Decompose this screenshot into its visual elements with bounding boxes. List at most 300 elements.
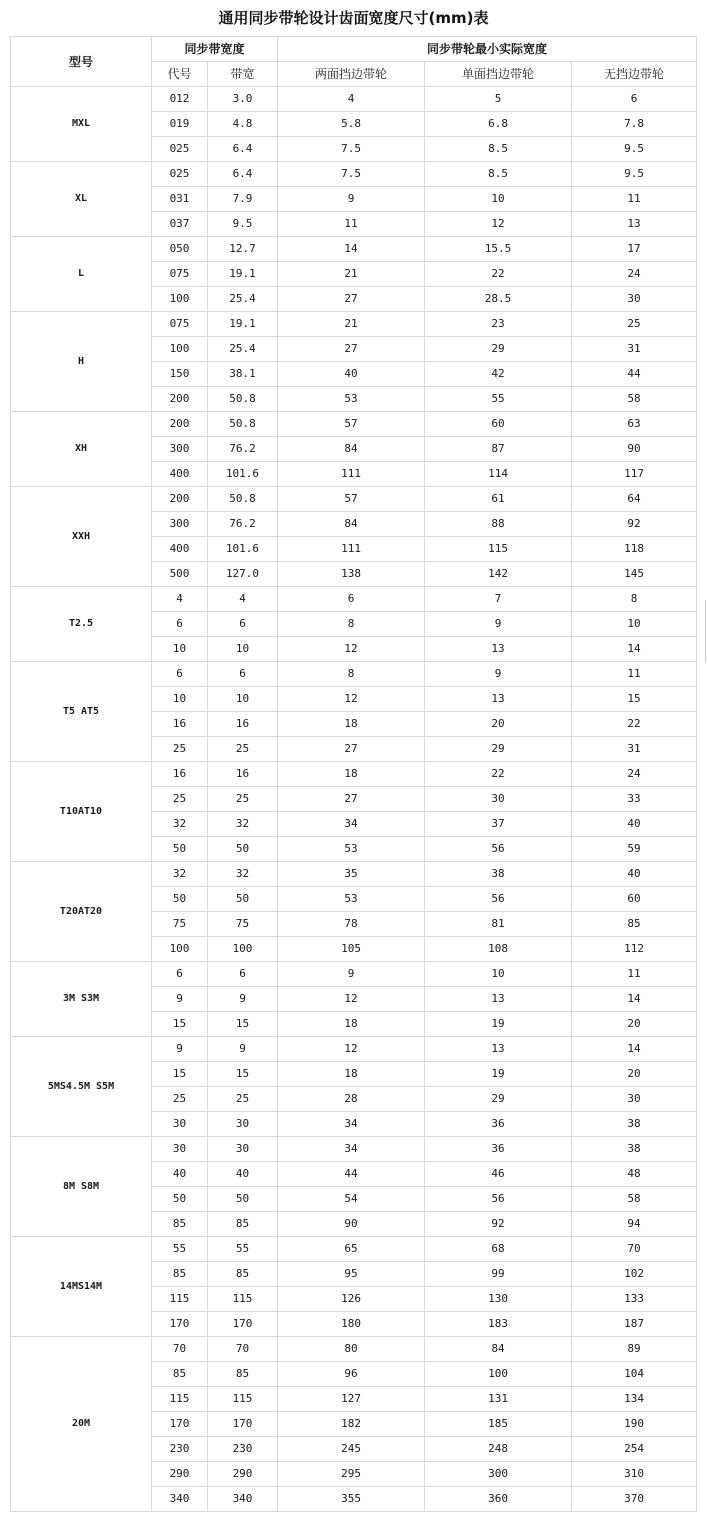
double-flange-cell: 84 <box>278 512 425 537</box>
width-cell: 290 <box>208 1462 278 1487</box>
double-flange-cell: 111 <box>278 537 425 562</box>
code-cell: 10 <box>152 687 208 712</box>
single-flange-cell: 20 <box>425 712 572 737</box>
double-flange-cell: 105 <box>278 937 425 962</box>
width-cell: 101.6 <box>208 537 278 562</box>
single-flange-cell: 30 <box>425 787 572 812</box>
code-cell: 50 <box>152 1187 208 1212</box>
double-flange-cell: 7.5 <box>278 162 425 187</box>
header-row-1 <box>11 37 697 62</box>
double-flange-cell: 65 <box>278 1237 425 1262</box>
no-flange-cell: 6 <box>572 87 697 112</box>
width-cell: 50.8 <box>208 487 278 512</box>
double-flange-cell: 27 <box>278 287 425 312</box>
width-cell: 100 <box>208 937 278 962</box>
code-cell: 15 <box>152 1062 208 1087</box>
single-flange-cell: 9 <box>425 662 572 687</box>
code-cell: 6 <box>152 612 208 637</box>
width-cell: 38.1 <box>208 362 278 387</box>
double-flange-cell: 180 <box>278 1312 425 1337</box>
width-cell: 85 <box>208 1262 278 1287</box>
table-row <box>11 1037 697 1062</box>
code-cell: 25 <box>152 787 208 812</box>
width-cell: 32 <box>208 862 278 887</box>
no-flange-cell: 58 <box>572 1187 697 1212</box>
model-cell: T10AT10 <box>11 762 152 862</box>
width-cell: 25.4 <box>208 287 278 312</box>
double-flange-cell: 355 <box>278 1487 425 1512</box>
code-cell: 100 <box>152 937 208 962</box>
single-flange-cell: 13 <box>425 687 572 712</box>
width-cell: 9 <box>208 1037 278 1062</box>
code-cell: 200 <box>152 487 208 512</box>
single-flange-cell: 19 <box>425 1062 572 1087</box>
no-flange-cell: 30 <box>572 287 697 312</box>
width-cell: 3.0 <box>208 87 278 112</box>
no-flange-cell: 14 <box>572 987 697 1012</box>
single-flange-cell: 29 <box>425 737 572 762</box>
single-flange-cell: 61 <box>425 487 572 512</box>
code-cell: 6 <box>152 662 208 687</box>
model-cell: T5 AT5 <box>11 662 152 762</box>
header-double-flange: 两面挡边带轮 <box>278 62 425 87</box>
model-cell: L <box>11 237 152 312</box>
table-row <box>11 962 697 987</box>
code-cell: 9 <box>152 987 208 1012</box>
model-cell: XL <box>11 162 152 237</box>
width-cell: 76.2 <box>208 512 278 537</box>
table-row <box>11 162 697 187</box>
double-flange-cell: 90 <box>278 1212 425 1237</box>
width-cell: 15 <box>208 1012 278 1037</box>
no-flange-cell: 187 <box>572 1312 697 1337</box>
width-cell: 19.1 <box>208 262 278 287</box>
double-flange-cell: 53 <box>278 887 425 912</box>
model-cell: MXL <box>11 87 152 162</box>
width-cell: 32 <box>208 812 278 837</box>
model-cell: T2.5 <box>11 587 152 662</box>
width-cell: 4.8 <box>208 112 278 137</box>
code-cell: 115 <box>152 1387 208 1412</box>
no-flange-cell: 22 <box>572 712 697 737</box>
single-flange-cell: 37 <box>425 812 572 837</box>
no-flange-cell: 9.5 <box>572 162 697 187</box>
table-row <box>11 87 697 112</box>
header-single-flange: 单面挡边带轮 <box>425 62 572 87</box>
table-row <box>11 587 697 612</box>
code-cell: 16 <box>152 712 208 737</box>
code-cell: 150 <box>152 362 208 387</box>
single-flange-cell: 130 <box>425 1287 572 1312</box>
no-flange-cell: 90 <box>572 437 697 462</box>
code-cell: 031 <box>152 187 208 212</box>
width-cell: 50 <box>208 887 278 912</box>
code-cell: 115 <box>152 1287 208 1312</box>
model-cell: XXH <box>11 487 152 587</box>
double-flange-cell: 18 <box>278 1012 425 1037</box>
no-flange-cell: 145 <box>572 562 697 587</box>
single-flange-cell: 13 <box>425 1037 572 1062</box>
width-cell: 170 <box>208 1312 278 1337</box>
model-cell: 14MS14M <box>11 1237 152 1337</box>
code-cell: 100 <box>152 337 208 362</box>
no-flange-cell: 92 <box>572 512 697 537</box>
double-flange-cell: 27 <box>278 787 425 812</box>
width-cell: 40 <box>208 1162 278 1187</box>
width-cell: 30 <box>208 1112 278 1137</box>
width-cell: 10 <box>208 637 278 662</box>
code-cell: 170 <box>152 1412 208 1437</box>
single-flange-cell: 36 <box>425 1112 572 1137</box>
single-flange-cell: 84 <box>425 1337 572 1362</box>
no-flange-cell: 31 <box>572 337 697 362</box>
no-flange-cell: 8 <box>572 587 697 612</box>
single-flange-cell: 183 <box>425 1312 572 1337</box>
width-cell: 25 <box>208 787 278 812</box>
double-flange-cell: 14 <box>278 237 425 262</box>
code-cell: 025 <box>152 162 208 187</box>
code-cell: 300 <box>152 437 208 462</box>
code-cell: 075 <box>152 312 208 337</box>
single-flange-cell: 15.5 <box>425 237 572 262</box>
width-cell: 101.6 <box>208 462 278 487</box>
no-flange-cell: 85 <box>572 912 697 937</box>
no-flange-cell: 44 <box>572 362 697 387</box>
width-cell: 50.8 <box>208 387 278 412</box>
double-flange-cell: 8 <box>278 662 425 687</box>
width-cell: 6 <box>208 662 278 687</box>
no-flange-cell: 254 <box>572 1437 697 1462</box>
single-flange-cell: 60 <box>425 412 572 437</box>
width-cell: 70 <box>208 1337 278 1362</box>
width-cell: 6.4 <box>208 137 278 162</box>
double-flange-cell: 34 <box>278 1137 425 1162</box>
double-flange-cell: 28 <box>278 1087 425 1112</box>
code-cell: 025 <box>152 137 208 162</box>
code-cell: 85 <box>152 1262 208 1287</box>
code-cell: 50 <box>152 887 208 912</box>
double-flange-cell: 9 <box>278 187 425 212</box>
width-cell: 10 <box>208 687 278 712</box>
single-flange-cell: 10 <box>425 187 572 212</box>
double-flange-cell: 53 <box>278 387 425 412</box>
no-flange-cell: 24 <box>572 762 697 787</box>
no-flange-cell: 10 <box>572 612 697 637</box>
no-flange-cell: 48 <box>572 1162 697 1187</box>
no-flange-cell: 14 <box>572 637 697 662</box>
single-flange-cell: 300 <box>425 1462 572 1487</box>
model-cell: T20AT20 <box>11 862 152 962</box>
double-flange-cell: 245 <box>278 1437 425 1462</box>
single-flange-cell: 131 <box>425 1387 572 1412</box>
double-flange-cell: 34 <box>278 1112 425 1137</box>
code-cell: 400 <box>152 462 208 487</box>
single-flange-cell: 28.5 <box>425 287 572 312</box>
single-flange-cell: 29 <box>425 337 572 362</box>
code-cell: 55 <box>152 1237 208 1262</box>
single-flange-cell: 142 <box>425 562 572 587</box>
double-flange-cell: 21 <box>278 262 425 287</box>
single-flange-cell: 108 <box>425 937 572 962</box>
code-cell: 32 <box>152 812 208 837</box>
code-cell: 290 <box>152 1462 208 1487</box>
single-flange-cell: 92 <box>425 1212 572 1237</box>
single-flange-cell: 29 <box>425 1087 572 1112</box>
width-cell: 50 <box>208 1187 278 1212</box>
no-flange-cell: 133 <box>572 1287 697 1312</box>
double-flange-cell: 57 <box>278 487 425 512</box>
single-flange-cell: 56 <box>425 887 572 912</box>
single-flange-cell: 23 <box>425 312 572 337</box>
no-flange-cell: 38 <box>572 1137 697 1162</box>
width-cell: 12.7 <box>208 237 278 262</box>
single-flange-cell: 100 <box>425 1362 572 1387</box>
single-flange-cell: 5 <box>425 87 572 112</box>
code-cell: 6 <box>152 962 208 987</box>
code-cell: 050 <box>152 237 208 262</box>
double-flange-cell: 57 <box>278 412 425 437</box>
code-cell: 15 <box>152 1012 208 1037</box>
no-flange-cell: 25 <box>572 312 697 337</box>
double-flange-cell: 7.5 <box>278 137 425 162</box>
code-cell: 037 <box>152 212 208 237</box>
width-cell: 50 <box>208 837 278 862</box>
single-flange-cell: 7 <box>425 587 572 612</box>
double-flange-cell: 40 <box>278 362 425 387</box>
single-flange-cell: 8.5 <box>425 162 572 187</box>
double-flange-cell: 80 <box>278 1337 425 1362</box>
single-flange-cell: 9 <box>425 612 572 637</box>
no-flange-cell: 134 <box>572 1387 697 1412</box>
width-cell: 19.1 <box>208 312 278 337</box>
header-width: 带宽 <box>208 62 278 87</box>
width-cell: 25 <box>208 1087 278 1112</box>
code-cell: 170 <box>152 1312 208 1337</box>
table-row <box>11 1137 697 1162</box>
width-cell: 16 <box>208 712 278 737</box>
double-flange-cell: 127 <box>278 1387 425 1412</box>
double-flange-cell: 44 <box>278 1162 425 1187</box>
double-flange-cell: 182 <box>278 1412 425 1437</box>
code-cell: 10 <box>152 637 208 662</box>
width-cell: 127.0 <box>208 562 278 587</box>
double-flange-cell: 12 <box>278 637 425 662</box>
code-cell: 075 <box>152 262 208 287</box>
single-flange-cell: 36 <box>425 1137 572 1162</box>
double-flange-cell: 111 <box>278 462 425 487</box>
code-cell: 70 <box>152 1337 208 1362</box>
single-flange-cell: 22 <box>425 262 572 287</box>
no-flange-cell: 64 <box>572 487 697 512</box>
no-flange-cell: 102 <box>572 1262 697 1287</box>
no-flange-cell: 15 <box>572 687 697 712</box>
code-cell: 85 <box>152 1212 208 1237</box>
no-flange-cell: 60 <box>572 887 697 912</box>
width-cell: 230 <box>208 1437 278 1462</box>
double-flange-cell: 5.8 <box>278 112 425 137</box>
width-cell: 55 <box>208 1237 278 1262</box>
pulley-width-table <box>10 36 697 1512</box>
double-flange-cell: 27 <box>278 737 425 762</box>
table-row <box>11 862 697 887</box>
no-flange-cell: 58 <box>572 387 697 412</box>
double-flange-cell: 27 <box>278 337 425 362</box>
double-flange-cell: 84 <box>278 437 425 462</box>
single-flange-cell: 13 <box>425 987 572 1012</box>
no-flange-cell: 112 <box>572 937 697 962</box>
code-cell: 100 <box>152 287 208 312</box>
single-flange-cell: 88 <box>425 512 572 537</box>
code-cell: 400 <box>152 537 208 562</box>
double-flange-cell: 53 <box>278 837 425 862</box>
double-flange-cell: 4 <box>278 87 425 112</box>
double-flange-cell: 12 <box>278 987 425 1012</box>
code-cell: 300 <box>152 512 208 537</box>
double-flange-cell: 6 <box>278 587 425 612</box>
table-row <box>11 1237 697 1262</box>
no-flange-cell: 89 <box>572 1337 697 1362</box>
code-cell: 30 <box>152 1137 208 1162</box>
width-cell: 115 <box>208 1387 278 1412</box>
single-flange-cell: 99 <box>425 1262 572 1287</box>
single-flange-cell: 185 <box>425 1412 572 1437</box>
code-cell: 9 <box>152 1037 208 1062</box>
no-flange-cell: 310 <box>572 1462 697 1487</box>
single-flange-cell: 81 <box>425 912 572 937</box>
no-flange-cell: 11 <box>572 187 697 212</box>
width-cell: 25 <box>208 737 278 762</box>
model-cell: 8M S8M <box>11 1137 152 1237</box>
double-flange-cell: 78 <box>278 912 425 937</box>
width-cell: 85 <box>208 1362 278 1387</box>
double-flange-cell: 96 <box>278 1362 425 1387</box>
single-flange-cell: 10 <box>425 962 572 987</box>
table-row <box>11 662 697 687</box>
width-cell: 340 <box>208 1487 278 1512</box>
code-cell: 85 <box>152 1362 208 1387</box>
no-flange-cell: 31 <box>572 737 697 762</box>
table-row <box>11 412 697 437</box>
single-flange-cell: 38 <box>425 862 572 887</box>
header-no-flange: 无挡边带轮 <box>572 62 697 87</box>
width-cell: 6.4 <box>208 162 278 187</box>
code-cell: 230 <box>152 1437 208 1462</box>
width-cell: 25.4 <box>208 337 278 362</box>
code-cell: 340 <box>152 1487 208 1512</box>
code-cell: 32 <box>152 862 208 887</box>
double-flange-cell: 138 <box>278 562 425 587</box>
double-flange-cell: 21 <box>278 312 425 337</box>
double-flange-cell: 35 <box>278 862 425 887</box>
single-flange-cell: 13 <box>425 637 572 662</box>
single-flange-cell: 8.5 <box>425 137 572 162</box>
header-belt-width-group: 同步带宽度 <box>152 37 278 62</box>
no-flange-cell: 13 <box>572 212 697 237</box>
code-cell: 200 <box>152 387 208 412</box>
double-flange-cell: 18 <box>278 762 425 787</box>
width-cell: 7.9 <box>208 187 278 212</box>
no-flange-cell: 7.8 <box>572 112 697 137</box>
double-flange-cell: 34 <box>278 812 425 837</box>
single-flange-cell: 360 <box>425 1487 572 1512</box>
header-model: 型号 <box>11 37 152 87</box>
no-flange-cell: 118 <box>572 537 697 562</box>
double-flange-cell: 12 <box>278 1037 425 1062</box>
table-row <box>11 312 697 337</box>
no-flange-cell: 20 <box>572 1062 697 1087</box>
no-flange-cell: 30 <box>572 1087 697 1112</box>
double-flange-cell: 95 <box>278 1262 425 1287</box>
double-flange-cell: 54 <box>278 1187 425 1212</box>
model-cell: H <box>11 312 152 412</box>
width-cell: 6 <box>208 612 278 637</box>
header-code: 代号 <box>152 62 208 87</box>
width-cell: 9.5 <box>208 212 278 237</box>
single-flange-cell: 42 <box>425 362 572 387</box>
no-flange-cell: 11 <box>572 662 697 687</box>
single-flange-cell: 19 <box>425 1012 572 1037</box>
width-cell: 9 <box>208 987 278 1012</box>
no-flange-cell: 40 <box>572 812 697 837</box>
code-cell: 012 <box>152 87 208 112</box>
width-cell: 50.8 <box>208 412 278 437</box>
no-flange-cell: 14 <box>572 1037 697 1062</box>
no-flange-cell: 70 <box>572 1237 697 1262</box>
code-cell: 500 <box>152 562 208 587</box>
no-flange-cell: 9.5 <box>572 137 697 162</box>
code-cell: 25 <box>152 737 208 762</box>
single-flange-cell: 46 <box>425 1162 572 1187</box>
table-row <box>11 237 697 262</box>
double-flange-cell: 295 <box>278 1462 425 1487</box>
single-flange-cell: 87 <box>425 437 572 462</box>
model-cell: 20M <box>11 1337 152 1512</box>
no-flange-cell: 17 <box>572 237 697 262</box>
code-cell: 40 <box>152 1162 208 1187</box>
page-title: 通用同步带轮设计齿面宽度尺寸(mm)表 <box>218 9 489 27</box>
no-flange-cell: 104 <box>572 1362 697 1387</box>
single-flange-cell: 115 <box>425 537 572 562</box>
single-flange-cell: 114 <box>425 462 572 487</box>
no-flange-cell: 38 <box>572 1112 697 1137</box>
width-cell: 6 <box>208 962 278 987</box>
table-row <box>11 487 697 512</box>
width-cell: 115 <box>208 1287 278 1312</box>
code-cell: 16 <box>152 762 208 787</box>
code-cell: 4 <box>152 587 208 612</box>
double-flange-cell: 12 <box>278 687 425 712</box>
single-flange-cell: 68 <box>425 1237 572 1262</box>
no-flange-cell: 59 <box>572 837 697 862</box>
table-row <box>11 762 697 787</box>
no-flange-cell: 94 <box>572 1212 697 1237</box>
single-flange-cell: 6.8 <box>425 112 572 137</box>
width-cell: 75 <box>208 912 278 937</box>
single-flange-cell: 12 <box>425 212 572 237</box>
no-flange-cell: 33 <box>572 787 697 812</box>
model-cell: XH <box>11 412 152 487</box>
code-cell: 25 <box>152 1087 208 1112</box>
no-flange-cell: 24 <box>572 262 697 287</box>
table-row <box>11 1337 697 1362</box>
no-flange-cell: 20 <box>572 1012 697 1037</box>
no-flange-cell: 63 <box>572 412 697 437</box>
code-cell: 50 <box>152 837 208 862</box>
model-cell: 3M S3M <box>11 962 152 1037</box>
no-flange-cell: 117 <box>572 462 697 487</box>
double-flange-cell: 126 <box>278 1287 425 1312</box>
model-cell: 5MS4.5M S5M <box>11 1037 152 1137</box>
